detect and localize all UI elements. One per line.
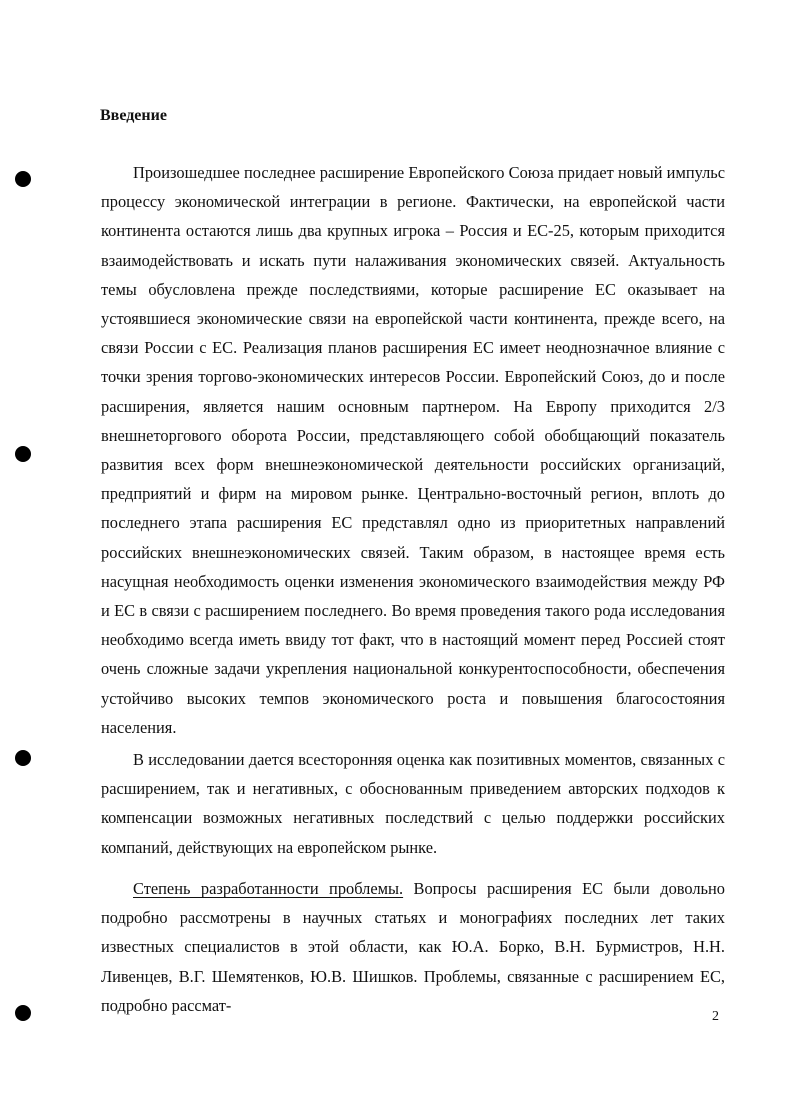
binding-hole-marker	[15, 750, 31, 766]
paragraph-label: Степень разработанности проблемы.	[133, 879, 404, 898]
paragraph-assessment	[101, 745, 725, 862]
section-heading: Введение	[100, 107, 167, 124]
paragraph-text: Произошедшее последнее расширение Европейского Союза придает новый импульс процессу экономической интеграции в регионе. Фактически, на европейской части континента остаются лишь два крупных игрока – Россия и ЕС-25, которым приходится взаимодействовать и искать пути налаживания экономических связей. Актуальность темы обусловлена прежде последствиями, которые расширение ЕС оказывает на устоявшиеся экономические связи на европейской части континента, прежде всего, на связи России с ЕС. Реализация планов расширения ЕС имеет неоднозначное влияние с точки зрения торгово-экономических интересов России. Европейский Союз, до и после расширения, является нашим основным партнером. На Европу приходится 2/3 внешнеторгового оборота России, представляющего собой обобщающий показатель развития всех форм внешнеэкономической деятельности российских организаций, предприятий и фирм на мировом рынке. Центрально-восточный регион, вплоть до последнего этапа расширения ЕС представлял одно из приоритетных направлений российских внешнеэкономических связей. Таким образом, в настоящее время есть насущная необходимость оценки изменения экономического взаимодействия между РФ и ЕС в связи с расширением последнего. Во время проведения такого рода исследования необходимо всегда иметь ввиду тот факт, что в настоящий момент перед Россией стоят очень сложные задачи укрепления национальной конкурентоспособности, обеспечения устойчиво высоких темпов экономического роста и повышения благосостояния населения.	[101, 163, 725, 737]
binding-hole-marker	[15, 171, 31, 187]
paragraph-research-degree	[101, 874, 725, 1020]
paragraph-relevance	[101, 158, 725, 742]
paragraph-text: Вопросы расширения ЕС были довольно подробно рассмотрены в научных статьях и монографиях последних лет таких известных специалистов в этой области, как Ю.А. Борко, В.Н. Бурмистров, Н.Н. Ливенцев, В.Г. Шемятенков, Ю.В. Шишков. Проблемы, связанные с расширением ЕС, подробно рассмат-	[101, 879, 725, 1015]
binding-hole-marker	[15, 446, 31, 462]
binding-hole-marker	[15, 1005, 31, 1021]
page-number: 2	[712, 1009, 719, 1024]
paragraph-text: В исследовании дается всесторонняя оценка как позитивных моментов, связанных с расширением, так и негативных, с обоснованным приведением авторских подходов к компенсации возможных негативных последствий с целью поддержки российских компаний, действующих на европейском рынке.	[101, 750, 725, 857]
